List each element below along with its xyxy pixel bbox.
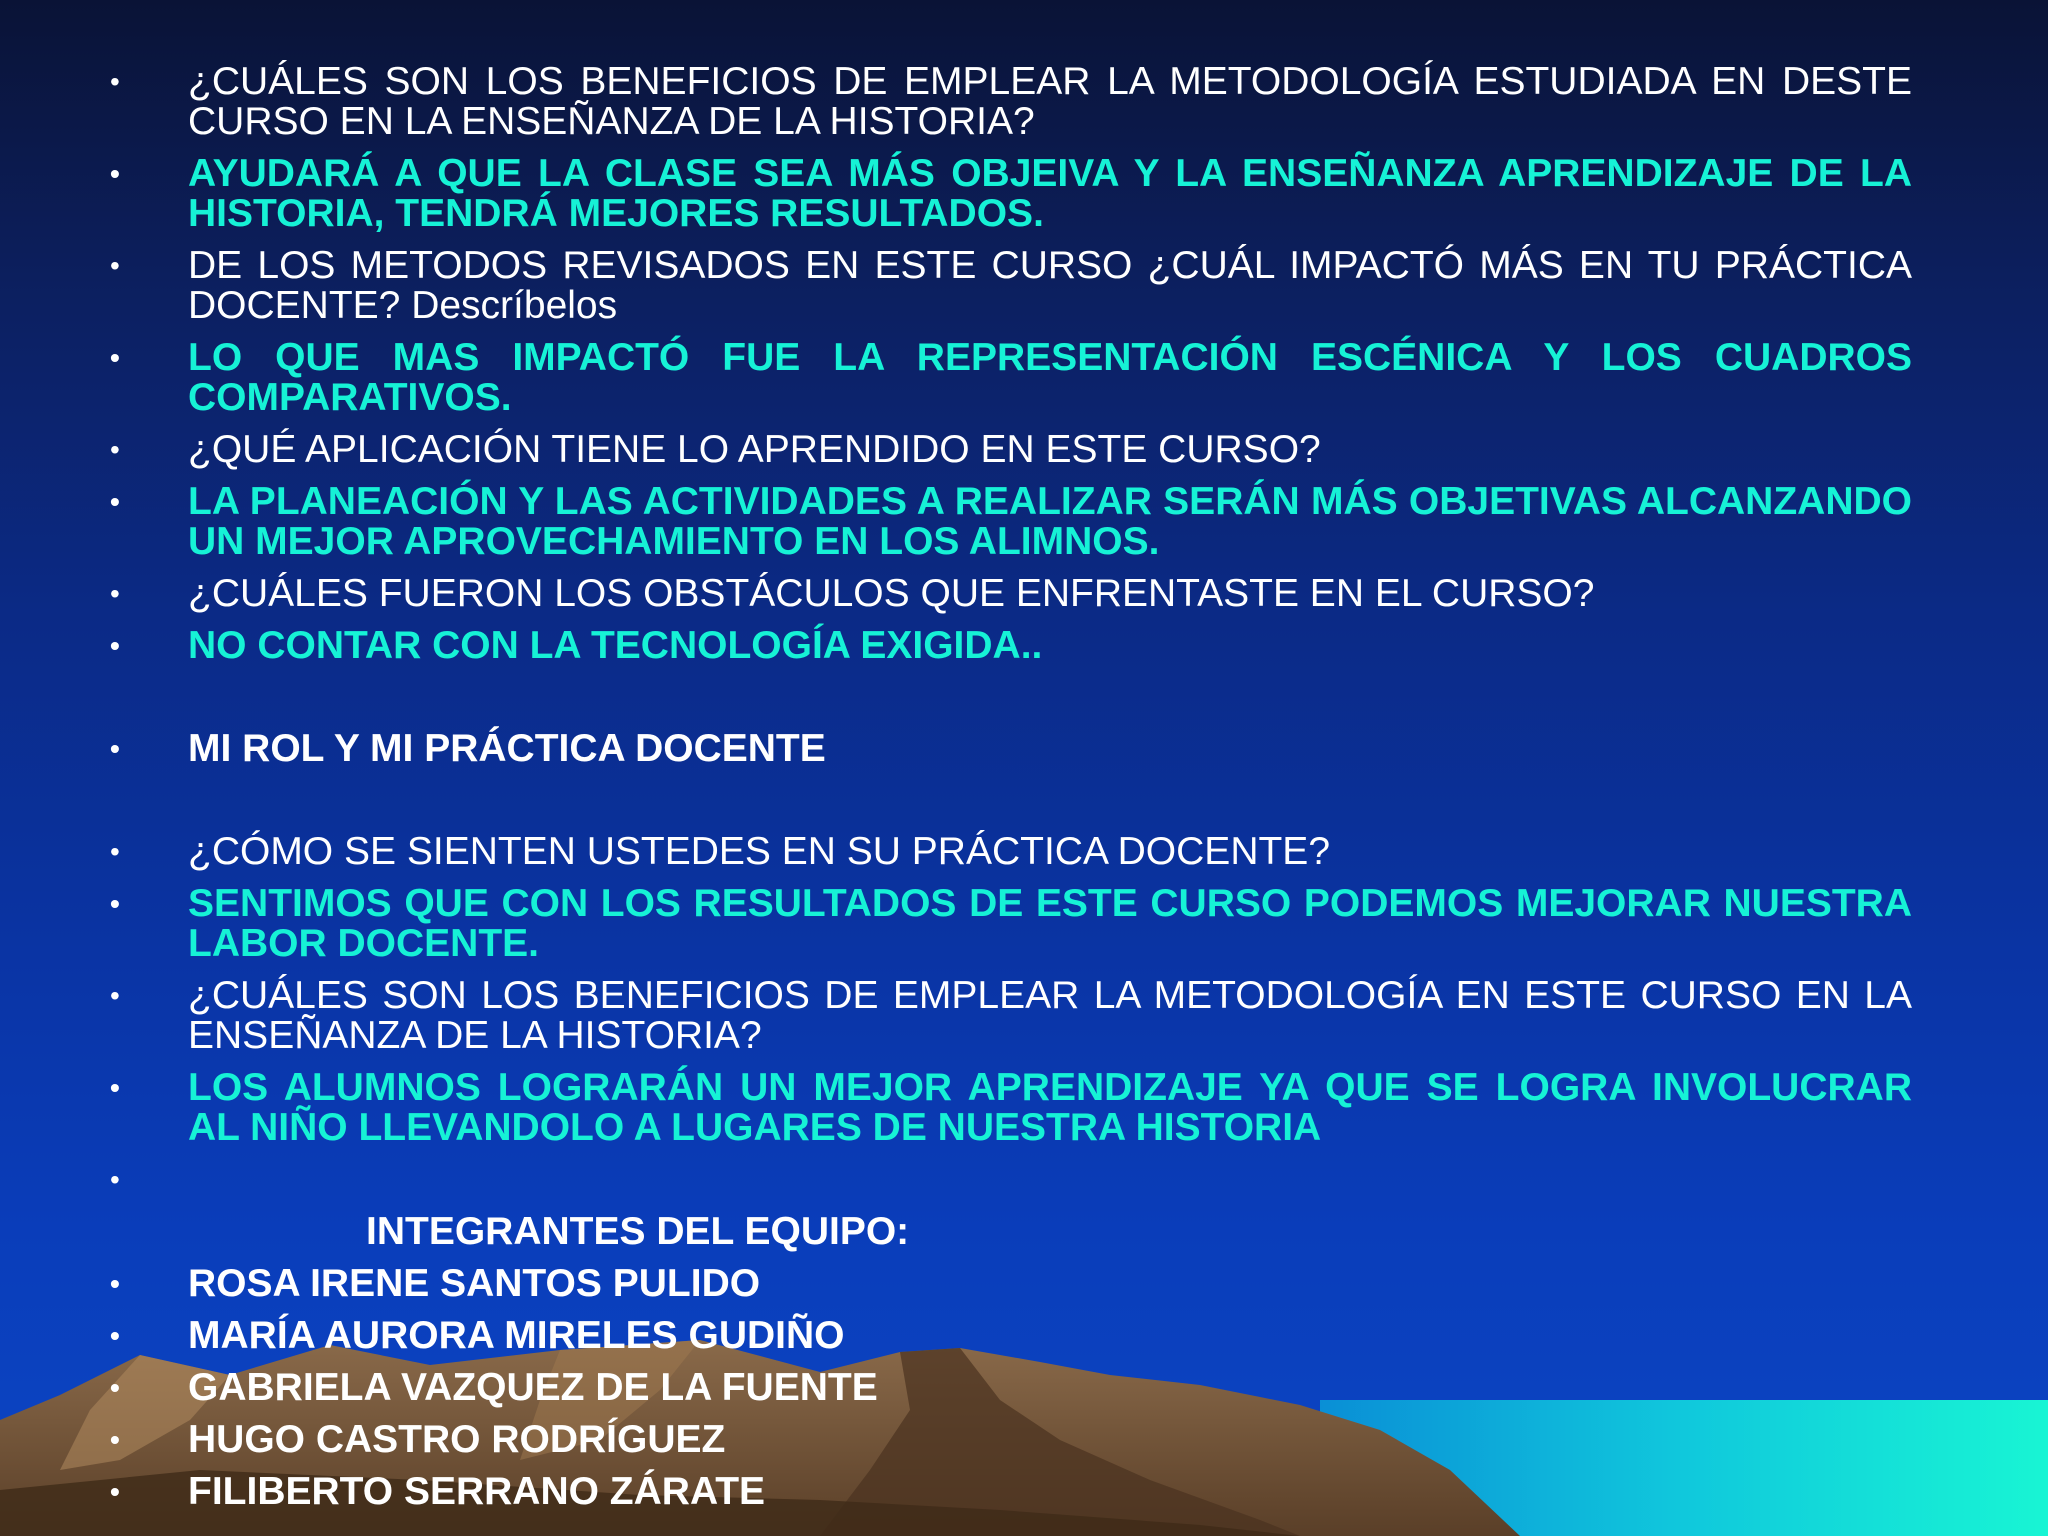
bullet-marker: • — [110, 250, 120, 281]
bullet-question-benefits-2 — [110, 976, 1912, 1056]
bullet-marker: • — [110, 1476, 120, 1507]
bullet-marker: • — [110, 888, 120, 919]
bullet-answer-application — [110, 482, 1912, 562]
bullet-marker: • — [110, 66, 120, 97]
bullet-empty — [110, 1160, 1912, 1200]
team-member — [110, 1420, 1912, 1460]
answer-text: NO CONTAR CON LA TECNOLOGÍA EXIGIDA.. — [188, 624, 1043, 667]
team-member-name: ROSA IRENE SANTOS PULIDO — [188, 1262, 761, 1305]
answer-text: LOS ALUMNOS LOGRARÁN UN MEJOR APRENDIZAJE YA QUE SE LOGRA INVOLUCRAR AL NIÑO LLEVANDOLO A LUGARES DE NUESTRA HISTORIA — [188, 1066, 1912, 1149]
team-member-name: MARÍA AURORA MIRELES GUDIÑO — [188, 1314, 845, 1357]
bullet-answer-methods — [110, 338, 1912, 418]
bullet-marker: • — [110, 980, 120, 1011]
team-member — [110, 1264, 1912, 1304]
question-text: ¿CUÁLES SON LOS BENEFICIOS DE EMPLEAR LA METODOLOGÍA EN ESTE CURSO EN LA ENSEÑANZA DE LA HISTORIA? — [188, 974, 1912, 1057]
question-text: ¿CUÁLES FUERON LOS OBSTÁCULOS QUE ENFRENTASTE EN EL CURSO? — [188, 572, 1595, 615]
section-heading-text: MI ROL Y MI PRÁCTICA DOCENTE — [188, 727, 826, 770]
bullet-question-benefits — [110, 62, 1912, 142]
answer-text: SENTIMOS QUE CON LOS RESULTADOS DE ESTE CURSO PODEMOS MEJORAR NUESTRA LABOR DOCENTE. — [188, 882, 1912, 965]
team-title: INTEGRANTES DEL EQUIPO: — [366, 1210, 910, 1253]
bullet-marker: • — [110, 434, 120, 465]
bullet-marker: • — [110, 1424, 120, 1455]
bullet-question-obstacles — [110, 574, 1912, 614]
team-member-name: GABRIELA VAZQUEZ DE LA FUENTE — [188, 1366, 878, 1409]
bullet-marker: • — [110, 1072, 120, 1103]
team-member — [110, 1368, 1912, 1408]
question-text: DE LOS METODOS REVISADOS EN ESTE CURSO ¿CUÁL IMPACTÓ MÁS EN TU PRÁCTICA DOCENTE? Descríbelos — [188, 244, 1912, 327]
bullet-marker: • — [110, 1268, 120, 1299]
bullet-marker: • — [110, 630, 120, 661]
bullet-answer-benefits-2 — [110, 1068, 1912, 1148]
team-member — [110, 1316, 1912, 1356]
bullet-marker: • — [110, 836, 120, 867]
bullet-answer-feeling — [110, 884, 1912, 964]
answer-text: LA PLANEACIÓN Y LAS ACTIVIDADES A REALIZAR SERÁN MÁS OBJETIVAS ALCANZANDO UN MEJOR APROVECHAMIENTO EN LOS ALIMNOS. — [188, 480, 1912, 563]
bullet-marker: • — [110, 578, 120, 609]
bullet-question-application — [110, 430, 1912, 470]
team-member-name: HUGO CASTRO RODRÍGUEZ — [188, 1418, 726, 1461]
team-member-name: FILIBERTO SERRANO ZÁRATE — [188, 1470, 766, 1513]
slide-content — [110, 62, 1912, 1512]
section-heading-rol — [110, 729, 1912, 769]
answer-text: LO QUE MAS IMPACTÓ FUE LA REPRESENTACIÓN ESCÉNICA Y LOS CUADROS COMPARATIVOS. — [188, 336, 1912, 419]
question-text: ¿QUÉ APLICACIÓN TIENE LO APRENDIDO EN ESTE CURSO? — [188, 428, 1321, 471]
bullet-marker: • — [110, 733, 120, 764]
bullet-question-feeling — [110, 832, 1912, 872]
bullet-marker: • — [110, 1372, 120, 1403]
bullet-answer-benefits — [110, 154, 1912, 234]
bullet-marker: • — [110, 486, 120, 517]
empty-text — [188, 1158, 199, 1201]
bullet-marker: • — [110, 158, 120, 189]
bullet-marker: • — [110, 1164, 120, 1195]
bullet-answer-obstacles — [110, 626, 1912, 666]
bullet-question-methods — [110, 246, 1912, 326]
question-text: ¿CUÁLES SON LOS BENEFICIOS DE EMPLEAR LA METODOLOGÍA ESTUDIADA EN DESTE CURSO EN LA ENSEÑANZA DE LA HISTORIA? — [188, 60, 1912, 143]
answer-text: AYUDARÁ A QUE LA CLASE SEA MÁS OBJEIVA Y LA ENSEÑANZA APRENDIZAJE DE LA HISTORIA, TENDRÁ MEJORES RESULTADOS. — [188, 152, 1912, 235]
bullet-marker: • — [110, 342, 120, 373]
team-member — [110, 1472, 1912, 1512]
bullet-marker: • — [110, 1320, 120, 1351]
question-text: ¿CÓMO SE SIENTEN USTEDES EN SU PRÁCTICA DOCENTE? — [188, 830, 1331, 873]
